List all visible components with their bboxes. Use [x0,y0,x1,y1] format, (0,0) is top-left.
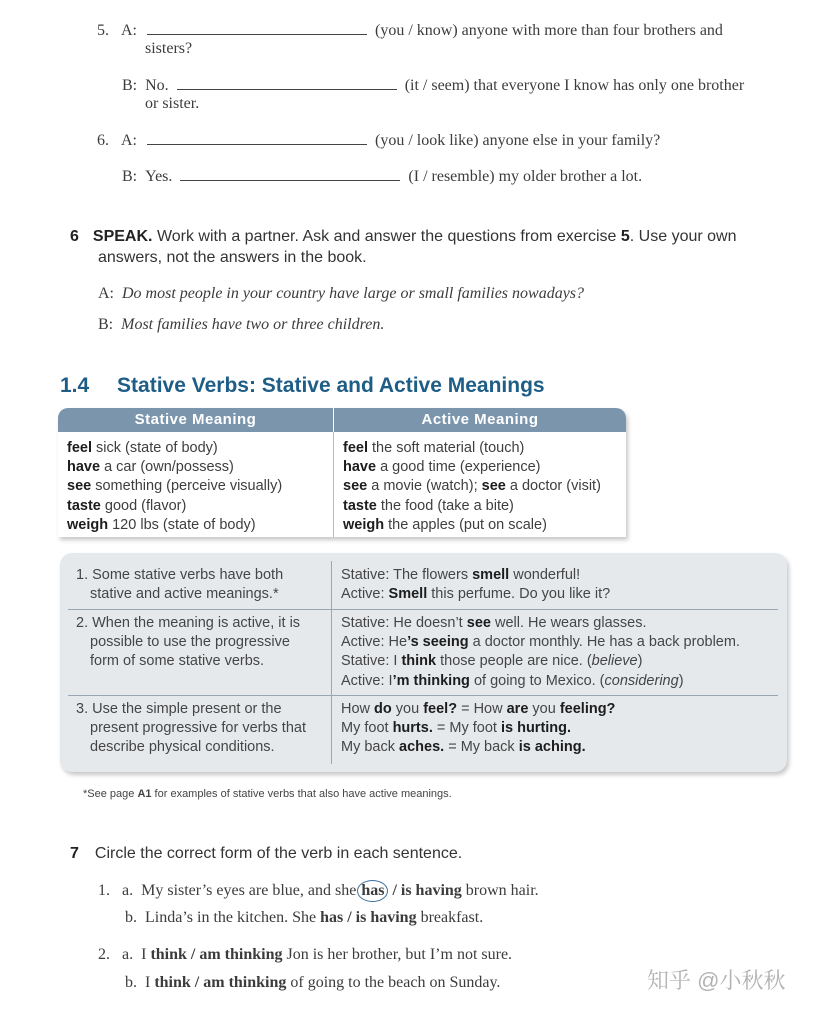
table-row: taste good (flavor) [67,497,187,514]
ex7-item2a: 2. a. I think / am thinking Jon is her brother, but I’m not sure. [98,946,513,963]
section-number: 1.4 [60,374,90,397]
ex5-item5-b-cont: or sister. [145,95,200,112]
watermark: 知乎 @小秋秋 [647,968,786,993]
table-row: have a good time (experience) [343,459,541,476]
ex6-example-b: B: Most families have two or three children. [98,316,385,333]
notes-box [60,553,787,772]
answer-blank[interactable] [147,20,367,35]
note-rule-3: 3. Use the simple present or the present progressive for verbs that describe physical conditions. [76,701,306,756]
ex5-item5-a: 5. A: (you / know) anyone with more than four brothers and [97,22,723,39]
header-active: Active Meaning [334,408,626,432]
table-row: feel the soft material (touch) [343,440,525,456]
note-examples-2: Stative: He doesn’t see well. He wears glasses. Active: He’s seeing a doctor monthly. He has a back problem. Stative: I think those people are nice. (believe) Active: I’m thinking of going to Mexico. (considering) [341,615,740,689]
header-stative: Stative Meaning [58,408,333,432]
answer-blank[interactable] [180,166,400,181]
stative-column [67,439,282,535]
ex5-item5-b: B: No. (it / seem) that everyone I know has only one brother [122,77,745,94]
table-row: see something (perceive visually) [67,478,283,495]
active-column [343,439,601,535]
answer-blank[interactable] [147,130,367,145]
table-row: taste the food (take a bite) [343,497,514,514]
table-row: weigh the apples (put on scale) [343,516,547,533]
section-title [60,374,545,398]
ex6-instructions: 6 SPEAK. Work with a partner. Ask and answer the questions from exercise 5. Use your own [70,228,737,245]
notes-row-divider [68,695,778,696]
ex5-item5-a-cont: sisters? [145,40,193,57]
notes-row-divider [68,609,778,610]
note-examples-3: How do you feel? = How are you feeling? My foot hurts. = My foot is hurting. My back aches. = My back is aching. [341,701,616,756]
footnote: *See page A1 for examples of stative verbs that also have active meanings. [83,788,452,800]
circled-answer[interactable]: has [357,880,388,902]
ex7-item2b: b. I think / am thinking of going to the beach on Sunday. [125,974,501,991]
note-rule-1: 1. Some stative verbs have both stative and active meanings.* [76,567,284,603]
ex7-item1a: 1. a. My sister’s eyes are blue, and she has / is having brown hair. [98,880,539,902]
answer-blank[interactable] [177,75,397,90]
verb-choice[interactable]: has / is having [320,909,417,926]
ex5-item6-b: B: Yes. (I / resemble) my older brother a lot. [122,168,643,185]
ex7-instructions: 7 Circle the correct form of the verb in each sentence. [70,845,463,862]
table-row: weigh 120 lbs (state of body) [67,516,256,533]
ex7-item1b: b. Linda’s in the kitchen. She has / is having breakfast. [125,909,484,926]
ex6-example-a: A: Do most people in your country have large or small families nowadays? [98,285,585,302]
meaning-chart [58,408,626,537]
section-heading: Stative Verbs: Stative and Active Meanings [117,374,545,397]
verb-choice[interactable]: think / am thinking [154,974,287,991]
notes-divider [331,561,332,764]
verb-choice[interactable]: think / am thinking [150,946,283,963]
ex5-item6-a: 6. A: (you / look like) anyone else in your family? [97,132,661,149]
column-divider [333,432,334,537]
table-row: see a movie (watch); see a doctor (visit) [343,478,601,495]
ex6-instructions-cont: answers, not the answers in the book. [98,249,367,266]
note-examples-1: Stative: The flowers smell wonderful! Active: Smell this perfume. Do you like it? [341,567,611,603]
table-row: feel sick (state of body) [67,440,218,456]
note-rule-2: 2. When the meaning is active, it is possible to use the progressive form of some stative verbs. [76,615,301,670]
table-row: have a car (own/possess) [67,459,234,476]
